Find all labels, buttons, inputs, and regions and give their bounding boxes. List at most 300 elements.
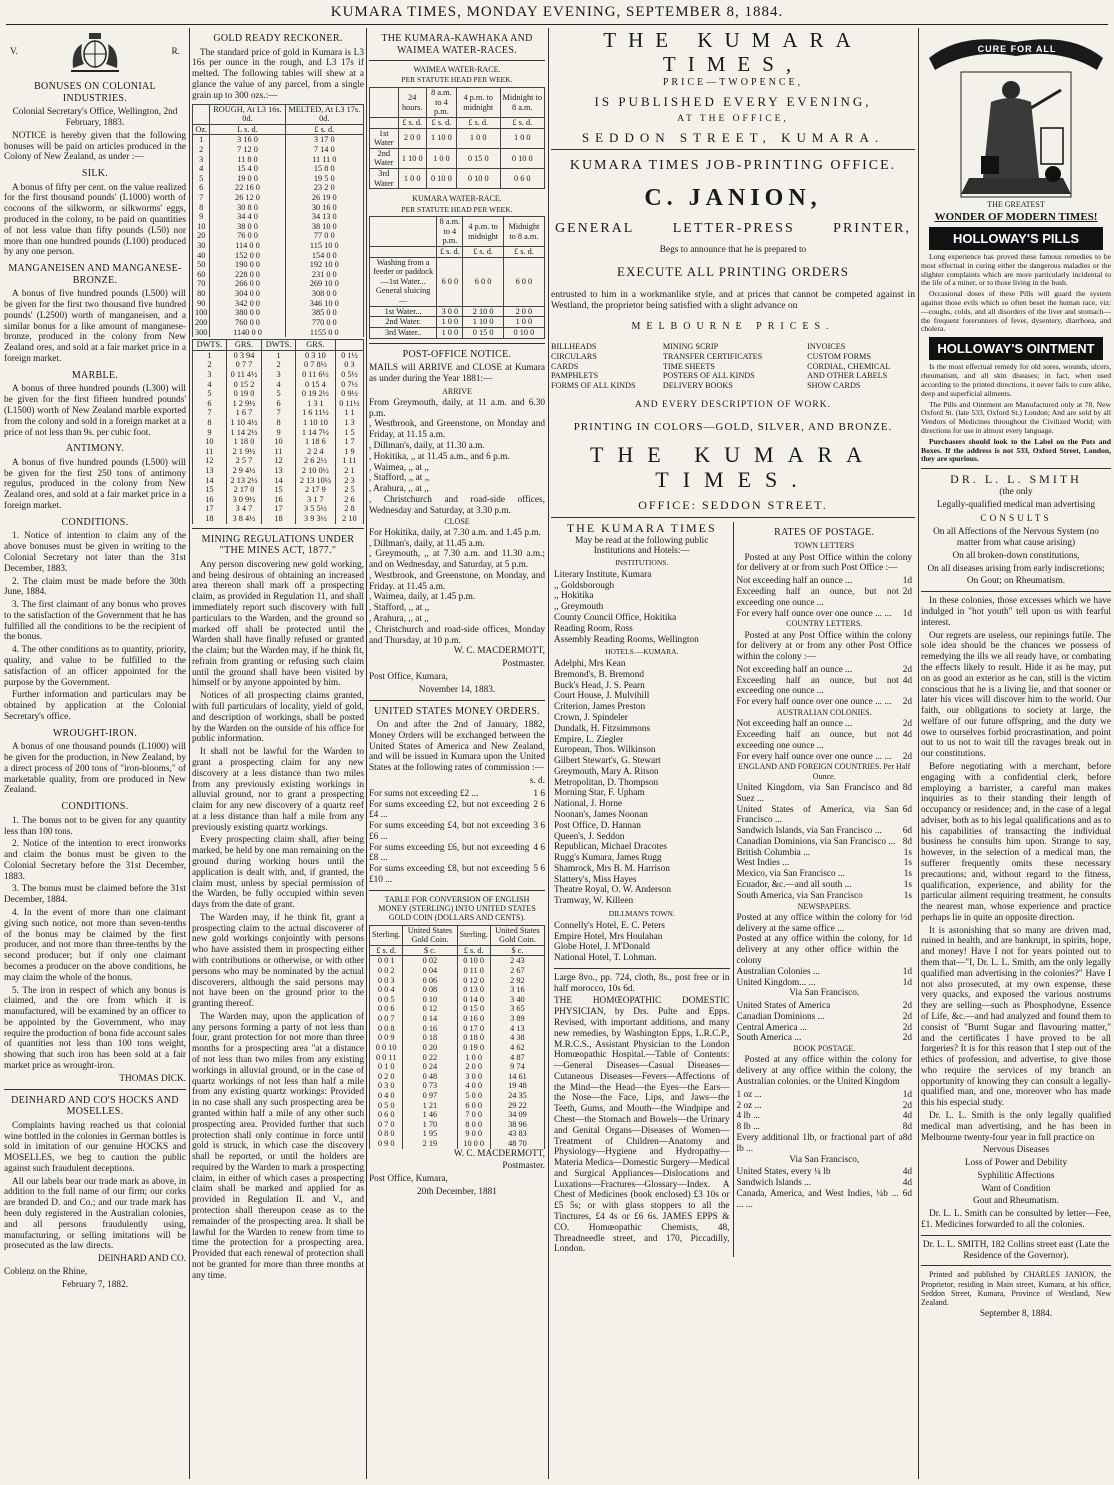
table-cell: 0 18 0 [457, 1033, 490, 1043]
table-cell: 269 10 0 [285, 279, 363, 289]
postmaster-title: Postmaster. [502, 659, 545, 670]
table-cell: 11 [193, 447, 227, 457]
work-type: FORMS OF ALL KINDS [551, 380, 636, 390]
arrive-item: , Christchurch and road-side offices, Wednesday and Saturday, at 3.30 p.m. [369, 494, 545, 516]
table-cell: 30 8 0 [210, 203, 285, 213]
heading-iron-conditions: CONDITIONS. [61, 801, 129, 813]
table-cell: 0 15 0 [456, 148, 500, 168]
arrive-item: , Dillman's, daily, at 11.30 a.m. [369, 441, 485, 452]
book-extra [737, 1133, 913, 1155]
table-cell: 231 0 0 [285, 270, 363, 280]
heading-silk: SILK. [81, 168, 109, 180]
rate-value: 8d [902, 1122, 912, 1133]
rate-value: 1s [903, 847, 912, 858]
rate-row [737, 805, 913, 827]
rate-value: 4 6 [533, 842, 545, 853]
paper-title-2: THE KUMARA TIMES. [589, 441, 877, 493]
rate-row [737, 697, 913, 708]
condition-list-item: Nervous Diseases [982, 1145, 1050, 1156]
table-cell: 3 9 3½ [295, 514, 335, 524]
book-postage-rates [737, 1090, 913, 1133]
table-cell: 0 7 8½ [295, 360, 335, 370]
conversion-row [370, 985, 545, 995]
table-cell: 1 10 10 [295, 418, 335, 428]
rate-row [737, 783, 913, 805]
table-cell: 6 0 0 [463, 257, 503, 306]
arrive-list [369, 398, 545, 517]
conversion-row [370, 976, 545, 986]
rate-row [369, 864, 545, 886]
rate-label: Sandwich Islands ... [736, 1178, 812, 1189]
work-type: TRANSFER CERTIFICATES [662, 352, 763, 361]
divider [369, 890, 545, 891]
rate-row [737, 934, 913, 966]
table-cell: 2 3 [335, 476, 363, 486]
rate-row [369, 843, 545, 865]
post-intro: MAILS will ARRIVE and CLOSE at Kumara as under during the Year 1881:— [369, 363, 545, 384]
table-cell: 1st Water [370, 128, 399, 148]
hotel-item: Rugg's Kumara, James Rugg [554, 853, 662, 864]
table-cell: 770 0 0 [285, 318, 363, 328]
table-cell: 1 3 1 [295, 399, 335, 409]
column-divider [918, 28, 919, 1479]
table-cell: 2 1 9½ [226, 447, 261, 457]
iron-condition-item: 2. Notice of the intention to erect ironworks and claim the bonus must be given to the Colonial Secretary before the 31st December, 1883. [4, 839, 186, 882]
table-cell: 0 04 [403, 966, 457, 976]
table-cell: 2 [262, 360, 296, 370]
table-cell: 3 4 7 [226, 504, 261, 514]
rate-value: 2d [902, 586, 912, 597]
kumara-race-row [370, 306, 545, 317]
rate-value: 4d [902, 730, 912, 741]
table-cell: 4 38 [490, 1033, 544, 1043]
table-cell: 2 92 [490, 976, 544, 986]
ointment-text: Is the most effectual remedy for old sores, wounds, ulcers, rheumatism, and all skin diseases; in fact, when used according to the printed directions, it never fails to cure alike, deep and superficial ailments. [921, 362, 1111, 398]
divider [921, 1235, 1111, 1236]
table-cell: 38 96 [490, 1120, 544, 1130]
work-type: POSTERS OF ALL KINDS [662, 371, 755, 381]
table-cell: 10 0 0 [457, 1139, 490, 1149]
table-cell: 0 10 [403, 995, 457, 1005]
masthead: KUMARA TIMES, MONDAY EVENING, SEPTEMBER 8, 1884. [330, 4, 784, 20]
rate-value: 1s [903, 869, 912, 880]
table-cell: 3 [193, 155, 210, 165]
table-cell: 8 [193, 203, 210, 213]
rate-value: 6d [902, 826, 912, 837]
rate-value: 4d [902, 675, 912, 686]
table-cell: 38 0 0 [210, 222, 285, 232]
rate-label: Canadian Dominions ... [736, 1011, 825, 1022]
rate-value: 2d [902, 1001, 912, 1012]
rate-label: South America, via San Francisco [736, 890, 863, 901]
institution-item: Reading Room, Ross [554, 623, 633, 634]
iron-condition-item: 4. In the event of more than one claimant giving such notice, not more than seven-tenths of the bonus may be claimed by the first producer, and not more than three-tenths by the second producer; but if only one claimant becomes a producer on the above conditions, he may claim the whole of the bonus. [4, 908, 186, 983]
heading-antimony: ANTIMONY. [65, 443, 125, 455]
table-cell: 5 [262, 389, 296, 399]
institution-item: ,, Goldsborough [554, 580, 615, 591]
table-header-cell: Midnight to 8 a.m. [500, 88, 544, 118]
rate-label: Exceeding half an ounce, but not exceeding one ounce ... [736, 730, 899, 751]
book-extra-value: 8d [902, 1132, 912, 1143]
read-heading: THE KUMARA TIMES [566, 520, 717, 535]
table-cell: 2 [193, 145, 210, 155]
table-cell: 76 0 0 [210, 231, 285, 241]
table-cell: 15 4 0 [210, 164, 285, 174]
table-cell: 0 10 0 [426, 169, 456, 189]
rate-value: 2d [902, 719, 912, 730]
table-header-cell: DWTS. [262, 340, 296, 351]
rate-row [737, 826, 913, 837]
table-cell: 4 [193, 164, 210, 174]
rate-label: For sums exceeding £4, but not exceeding £6 ... [369, 821, 530, 842]
heading-wrought-iron: WROUGHT-IRON. [52, 727, 138, 739]
table-cell: 1 46 [403, 1110, 457, 1120]
table-cell: 1 14 2½ [226, 428, 261, 438]
money-orders-unit: s. d. [529, 776, 545, 786]
table-header-cell: £ s. d. [398, 117, 426, 128]
table-cell: 1 14 7½ [295, 428, 335, 438]
divider [192, 528, 364, 529]
table-cell: 4 0 0 [457, 1081, 490, 1091]
table-cell: 12 [193, 456, 227, 466]
dwt-row [193, 389, 364, 399]
heading-marble: MARBLE. [71, 369, 119, 381]
rate-label: For sums exceeding £8, but not exceeding £10 ... [369, 864, 530, 886]
consults-line: On Gout; on Rheumatism. [966, 576, 1066, 587]
oz-table [192, 104, 364, 338]
oz-row [193, 270, 364, 280]
table-cell: 6 [193, 183, 210, 193]
table-header-cell: GRS. [295, 340, 335, 351]
office-line: Colonial Secretary's Office, Wellington, 2nd February, 1883. [12, 107, 178, 128]
table-cell: 1st Water... [370, 306, 437, 317]
rate-label: United States, every ¼ lb [736, 1167, 831, 1178]
rate-row [737, 1111, 913, 1122]
table-cell: 1 18 6 [295, 437, 335, 447]
iron-text: A bonus of one thousand pounds (L1000) will be given for the production, in New Zealand, by a direct process of 200 tons of "iron-blooms," of marketable quality, from ore produced in New Zealand. [4, 742, 186, 796]
dr-sub: Legally-qualified medical man advertising [936, 499, 1096, 510]
hotel-item: Queen's, J. Seddon [554, 831, 625, 842]
table-cell: 0 5½ [335, 370, 363, 380]
rate-value: 8d [902, 782, 912, 793]
table-cell: 3 40 [490, 995, 544, 1005]
condition-item: 1. Notice of intention to claim any of the above bonuses must be given in writing to the Colonial Secretary not later than the 31st December, 1883. [4, 531, 186, 574]
column-gold-reckoner [192, 28, 364, 1479]
table-cell: 19 5 0 [285, 174, 363, 184]
table-cell: 3 16 [490, 985, 544, 995]
dwt-row [193, 466, 364, 476]
divider [369, 700, 545, 701]
waimea-row [370, 169, 545, 189]
institution-item: ,, Hokitika [554, 591, 594, 602]
condition-list-item: Loss of Power and Debility [964, 1158, 1068, 1169]
table-cell: 29 22 [490, 1101, 544, 1111]
table-cell: 1 9 [335, 447, 363, 457]
table-cell: 19 48 [490, 1081, 544, 1091]
rate-value: 2d [902, 664, 912, 675]
dillmans-list [554, 921, 730, 964]
rate-value: 1d [902, 608, 912, 619]
rate-value: 1s [903, 890, 912, 901]
oz-row [193, 241, 364, 251]
country-letters-rates [737, 665, 913, 708]
column-bonuses [4, 28, 186, 1479]
australian-rates [737, 719, 913, 762]
oz-row [193, 183, 364, 193]
price-line: PRICE—TWOPENCE, [662, 76, 804, 88]
top-rule [6, 24, 1108, 25]
conversion-date: 20th December, 1881 [417, 1186, 497, 1197]
arrive-item: From Greymouth, daily, at 11 a.m. and 6.30 p.m. [369, 397, 545, 419]
heading-conditions: CONDITIONS. [61, 516, 129, 528]
imprint-date: September 8, 1884. [979, 1309, 1053, 1320]
lower-columns [551, 522, 915, 1257]
oz-row [193, 231, 364, 241]
read-intro: May be read at the following public Institutions and Hotels:— [575, 535, 709, 557]
purchasers-note: Purchasers should look to the Label on the Pots and Boxes. If the address is not 533, Oxford Street, London, they are spurious. [921, 436, 1111, 464]
table-cell: 2 6 [335, 495, 363, 505]
table-cell: 1 [193, 135, 210, 145]
table-cell: 1 0 0 [426, 148, 456, 168]
janion-name: C. JANION, [644, 184, 822, 211]
table-cell: 0 17 0 [457, 1024, 490, 1034]
hotel-item: European, Thos. Wilkinson [554, 745, 656, 756]
table-cell: 90 [193, 299, 210, 309]
paper-title: THE KUMARA TIMES, [603, 28, 863, 77]
close-item: For Hokitika, daily, at 7.30 a.m. and 1.45 p.m. [369, 527, 541, 538]
smith-paragraph: Before negotiating with a merchant, before engaging with a confidential clerk, before employing a barrister, a careful man makes inquiries as to their standing their length of occupancy or residence; and, in the case of a legal adviser, both as to his legal qualifications and as to his capabilities of transacting the individual business he consults him upon. Strange to say, however, in the selection of a medical man, the sufferer frequently omits these necessary precautions; and, without regard to the fitness, qualification, experience, and ability for the particular ailment requiring treatment, he consults the nearest man, whose experience and practice perhaps lie in quite an opposite direction. [921, 761, 1111, 923]
table-cell: 1 10 0 [463, 317, 503, 328]
street-line: SEDDON STREET, KUMARA. [581, 130, 885, 146]
table-cell: 0 11 6½ [295, 370, 335, 380]
waimea-row [370, 148, 545, 168]
table-cell: 1 7 [335, 437, 363, 447]
table-cell: 0 15 0 [457, 1004, 490, 1014]
table-cell: 60 [193, 270, 210, 280]
rate-label: United States of America [736, 1001, 831, 1012]
rate-row [737, 880, 913, 891]
table-cell: 11 8 0 [210, 155, 285, 165]
england-heading: ENGLAND AND FOREIGN COUNTRIES. Per Half Ounce. [738, 762, 911, 781]
table-cell: 20 [193, 231, 210, 241]
column-kumara-times [551, 28, 915, 1479]
table-header-cell: £ s. d. [426, 117, 456, 128]
table-cell: 0 7½ [335, 380, 363, 390]
table-header-cell [370, 88, 399, 118]
rate-label: For every half ounce over one ounce ... ... [736, 608, 892, 619]
rate-row [737, 576, 913, 587]
dwt-row [193, 456, 364, 466]
iron-condition-item: 5. The iron in respect of which any bonus is claimed, and the ore from which it is manufactured, will be examined by an officer to be appointed by the Government, who may require the production of bona fide account sales of quantities not less than 100 tons weight, showing that such iron has been sold at a fair market price as wrought-iron. [4, 985, 186, 1071]
dwt-row [193, 428, 364, 438]
kumara-race-table [369, 216, 545, 338]
signature: THOMAS DICK. [119, 1073, 186, 1084]
rate-value: 2d [902, 1011, 912, 1022]
close-item: , Waimea, daily, at 1.45 p.m. [369, 592, 476, 603]
divider [369, 343, 545, 344]
conversion-table [369, 925, 545, 1149]
table-cell: 8 0 0 [457, 1120, 490, 1130]
hotels-list [554, 659, 730, 907]
table-header-cell: 24 hours. [398, 88, 426, 118]
rate-row [737, 967, 913, 978]
rate-value: 1d [902, 977, 912, 988]
newspaper-rates [737, 913, 913, 988]
conversion-row [370, 1004, 545, 1014]
hotel-item: Post Office, D. Hannan [554, 820, 641, 831]
rate-label: Not exceeding half an ounce ... [736, 576, 853, 587]
rate-value: 2 6 [533, 799, 545, 810]
table-cell: 0 8 0 [370, 1129, 403, 1139]
kumara-race-row [370, 327, 545, 338]
heading-mining: MINING REGULATIONS UNDER "THE MINES ACT, 1877." [201, 533, 355, 557]
table-cell: 0 11 0 [457, 966, 490, 976]
divider [551, 149, 915, 150]
arrive-item: , Arahura, ,, at ,, [369, 484, 429, 495]
table-cell: 1 6 7 [226, 408, 261, 418]
work-type: MINING SCRIP [662, 342, 719, 352]
table-cell: 1 0 0 [457, 1053, 490, 1063]
table-cell: 23 2 0 [285, 183, 363, 193]
imprint: Printed and published by CHARLES JANION, the Proprietor, residing in Main street, Kumara, at his office, Seddon Street, Kumara, Province of Westland, New Zealand. [921, 1270, 1111, 1308]
work-type: AND OTHER LABELS [807, 371, 888, 381]
table-cell: Washing from a feeder or paddock—1st Water... General sluicing— [370, 257, 437, 306]
rate-value: 2d [902, 1100, 912, 1111]
table-cell: 0 12 [403, 1004, 457, 1014]
smith-paragraph: It is astonishing that so many are driven mad, ruined in health, and are bankrupt, in spirits, hope, and money! Have I not for years pointed out to them that—"I, Dr. L. L. Smith, am the only legally qualified man advertising in the colonies?" Have I not also prosecuted, at my own expense, these very quacks, and exposed the various nostrums they are selling—such as Phosphodyne, Essence of Life, &c.—and had analyzed and found them to consist of "Burnt Sugar and flavouring matter," and the certificates I have proved to be all forgeries? It is for this reason that I step out of the ethics of profession, and advertise, to give those who require the services of my branch an opportunity of knowing they can consult a legally-qualified man, and one, moreover who has made this his especial study. [921, 925, 1111, 1109]
divider [921, 468, 1111, 469]
hotel-item: Slattery's, Miss Hayes [554, 874, 637, 885]
table-cell: 0 10 0 [503, 327, 544, 338]
table-cell: 1 [262, 350, 296, 360]
rate-label: Exceeding half an ounce, but not exceeding one ounce ... [736, 586, 899, 608]
dwt-row [193, 399, 364, 409]
read-at-section [551, 522, 733, 1257]
at-office-line: AT THE OFFICE, [677, 114, 789, 125]
table-cell: 19 0 0 [210, 174, 285, 184]
dwt-row [193, 350, 364, 360]
oz-row [193, 279, 364, 289]
table-cell: 2 5 7 [226, 456, 261, 466]
conversion-row [370, 1101, 545, 1111]
mining-text: Any person discovering new gold working, and being desirous of obtaining an increased area thereon shall mark off a prospecting claim, as provided in Regulation 11, and shall immediately report such discovery with full particulars to the Warden, and the ground so marked off shall be protected until the Warden shall have finally refused or granted the claim; but the Warden may, if he think fit, refrain from granting or refusing such claim until the ground shall have been visited by himself or by anyone appointed by him. [192, 559, 364, 689]
table-cell: 0 19 0 [226, 389, 261, 399]
execute-line: EXECUTE ALL PRINTING ORDERS [617, 263, 849, 279]
table-header-cell: Oz. [193, 124, 210, 135]
work-type: SHOW CARDS [807, 380, 861, 390]
rate-label: Mexico, via San Francisco ... [736, 869, 845, 880]
heading-hocks: DEINHARD AND CO'S HOCKS AND MOSELLES. [11, 1094, 179, 1118]
every-work-line: AND EVERY DESCRIPTION OF WORK. [635, 400, 831, 411]
rate-label: For sums exceeding £2, but not exceeding £4 ... [369, 799, 530, 821]
dr-only: (the only [999, 487, 1033, 498]
rate-row [737, 587, 913, 609]
table-header-cell [335, 340, 363, 351]
consults-line: On all broken-down constitutions, [952, 550, 1080, 561]
begs-line: Begs to announce that he is prepared to [659, 244, 807, 255]
arrive-item: , Waimea, ,, at ,, [369, 462, 430, 473]
hocks-text: Complaints having reached us that colonial wine bottled in the colonies in German bottles is sold in imitation of our genuine HOCKS and MOSELLES, we beg to caution the public against such fraudulent deceptions. [4, 1120, 186, 1174]
hotel-item: Theatre Royal, O. W. Anderson [554, 885, 671, 896]
table-cell: 1 10 4½ [226, 418, 261, 428]
book-postage-intro: Posted at any office within the colony for delivery at any office within the colony, the Australian colonies. or the United Kingdom [736, 1055, 912, 1088]
table-cell: 38 10 0 [285, 222, 363, 232]
table-cell: 2 17 0 [226, 485, 261, 495]
holloway-illustration [921, 28, 1111, 200]
table-cell: 4 87 [490, 1053, 544, 1063]
table-cell: 0 7 7 [226, 360, 261, 370]
printer-line [555, 221, 911, 237]
table-cell: 15 [262, 485, 296, 495]
reckoner-text: The standard price of gold in Kumara is L3 16s per ounce in the rough, and L3 17s if melted. The following tables will shew at a glance the value of any parcel, from a single grain up to 300 ozs.:— [192, 47, 364, 101]
table-header-cell: £ s. d. [285, 124, 363, 135]
rate-value: 1d [902, 934, 912, 945]
table-cell: 0 15 0 [463, 327, 503, 338]
condition-item: 2. The claim must be made before the 30th June, 1884. [4, 576, 186, 598]
table-header-cell: DWTS. [193, 340, 227, 351]
dillmans-hotel-item: National Hotel, T. Lohman. [554, 953, 657, 964]
oz-row [193, 203, 364, 213]
table-cell: 0 6 0 [370, 1110, 403, 1120]
table-cell: 4 [193, 380, 227, 390]
rate-label: Posted at any office within the colony, for delivery at any other office within the colony [736, 934, 899, 966]
arrive-item: , Stafford, ,, at ,, [369, 473, 430, 484]
table-cell: 1 21 [403, 1101, 457, 1111]
rate-row [737, 837, 913, 848]
printer-word-1: GENERAL [555, 220, 635, 236]
table-cell: 200 [193, 318, 210, 328]
rate-label: Sandwich Islands, via San Francisco ... [736, 826, 882, 837]
table-cell: 2 13 10½ [295, 476, 335, 486]
table-cell: 1 0 0 [503, 317, 544, 328]
table-cell: 0 1 0 [370, 1062, 403, 1072]
rate-value: 1d [902, 1089, 912, 1100]
heading-post-office: POST-OFFICE NOTICE. [402, 348, 512, 360]
rate-value: 4d [902, 1167, 912, 1178]
table-header-cell: 8 a.m. to 4 p.m. [437, 217, 463, 247]
table-cell: 9 0 0 [457, 1129, 490, 1139]
table-cell: 2 10 [335, 514, 363, 524]
table-cell: 0 73 [403, 1081, 457, 1091]
table-cell: 0 2 0 [370, 1072, 403, 1082]
table-cell: 2 17 9 [295, 485, 335, 495]
crest-letter-r: R. [171, 46, 180, 57]
oz-row [193, 289, 364, 299]
pills-text-2: Occasional doses of these Pills will guard the system against those evils which so often beset the human race, viz:—coughs, colds, and all disorders of the liver and stomach—the frequent forerunners of fever, dysentery, diarrhoea, and cholera. [921, 289, 1111, 334]
table-header-cell: $ c. [403, 945, 457, 956]
table-cell: 5 [193, 174, 210, 184]
condition-list-item: Want of Condition [981, 1183, 1051, 1194]
table-cell: 0 0 1 [370, 956, 403, 966]
table-cell: 80 [193, 289, 210, 299]
newspapers-heading: NEWSPAPERS. [797, 901, 851, 911]
printer-word-2: LETTER-PRESS [672, 220, 795, 236]
table-cell: 3 5 5½ [295, 504, 335, 514]
table-cell: 24 35 [490, 1091, 544, 1101]
conversion-row [370, 966, 545, 976]
condition-item: 3. The first claimant of any bonus who proves to the satisfaction of the Government that he has fulfilled all the conditions to be the recipient of the bonus. [4, 600, 186, 643]
table-cell: 100 [193, 308, 210, 318]
hotel-item: National, J. Horne [554, 799, 623, 810]
table-cell: 7 14 0 [285, 145, 363, 155]
table-cell: 11 [262, 447, 296, 457]
table-header-cell: Sterling. [457, 925, 490, 945]
rate-row [737, 1189, 913, 1211]
dwt-row [193, 437, 364, 447]
table-cell: 3 1 7 [295, 495, 335, 505]
office-line-2: OFFICE: SEDDON STREET. [638, 497, 828, 512]
table-cell: 2 1 [335, 466, 363, 476]
